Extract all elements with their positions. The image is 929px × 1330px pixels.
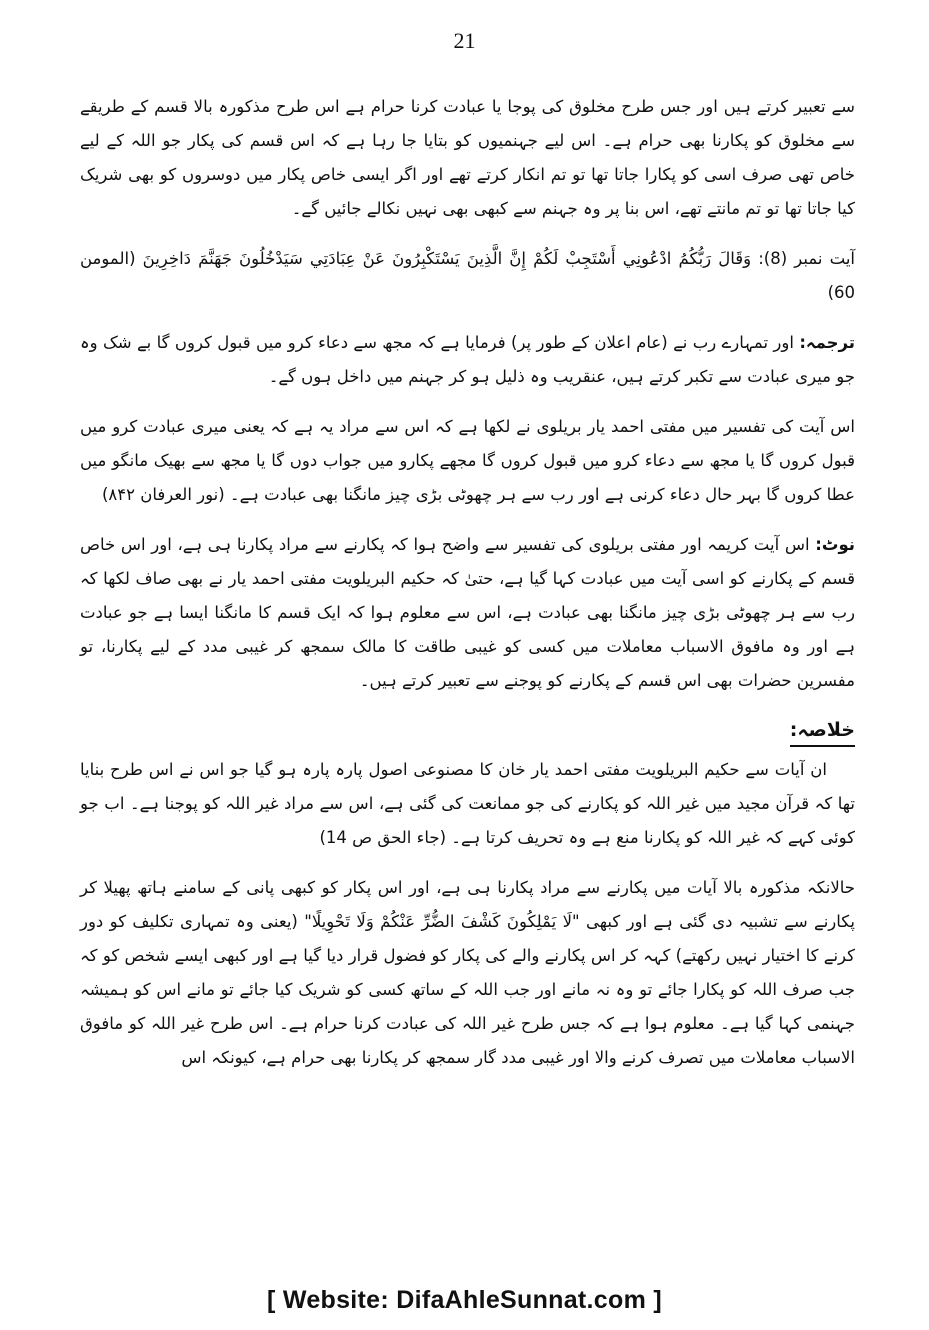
verse-text: وَقَالَ رَبُّكُمُ ادْعُونِي أَسْتَجِبْ لَكُمْ إِنَّ الَّذِينَ يَسْتَكْبِرُونَ عَنْ عِبَادَتِي سَيَدْخُلُونَ جَهَنَّمَ دَاخِرِينَ: [142, 249, 752, 268]
summary-paragraph-1: ان آیات سے حکیم البریلویت مفتی احمد یار خان کا مصنوعی اصول پارہ پارہ ہو گیا جو اس نے اس طرح بنایا تھا کہ قرآن مجید میں غیر اللہ کو پکارنے کی جو ممانعت کی گئی ہے، اس سے مراد غیر اللہ کو پوجنا ہے۔ اب جو کوئی کہے کہ غیر اللہ کو پکارنا منع ہے وہ تحریف کرتا ہے۔ (جاء الحق ص 14): [80, 760, 855, 847]
verse-reference: (المومن 60): [80, 249, 855, 302]
verse-block: [80, 242, 855, 310]
translation-block: [80, 326, 855, 394]
summary-paragraph-2: حالانکہ مذکورہ بالا آیات میں پکارنے سے مراد پکارنا ہی ہے، اور اس پکار کو کبھی پانی کے سامنے ہاتھ پھیلا کر پکارنے سے تشبیہ دی گئی ہے اور کبھی "لَا يَمْلِكُونَ كَشْفَ الضُّرِّ عَنْكُمْ وَلَا تَحْوِيلًا" (یعنی وہ تمہاری تکلیف کو دور کرنے کا اختیار نہیں رکھتے) کہہ کر اس پکارنے والے کی پکار کو فضول قرار دیا گیا ہے اور کبھی ایسے شخص کو کہ جب صرف اللہ کو پکارا جائے تو وہ نہ مانے اور جب اللہ کے ساتھ کسی کو شریک کیا جائے تو مانے اس کو ہمیشہ جہنمی کہا گیا ہے۔ معلوم ہوا ہے کہ جس طرح غیر اللہ کی عبادت کرنا حرام ہے۔ اس طرح غیر اللہ کو مافوق الاسباب معاملات میں تصرف کرنے والا اور غیبی مدد گار سمجھ کر پکارنا بھی حرام ہے، کیونکہ اس: [80, 878, 855, 1067]
note-text: اس آیت کریمہ اور مفتی بریلوی کی تفسیر سے واضح ہوا کہ پکارنے سے مراد پکارنا ہی ہے، اور اس خاص قسم کے پکارنے کو اسی آیت میں عبادت کہا گیا ہے، حتیٰ کہ حکیم البریلویت مفتی احمد یار نے بھی صاف لکھا کہ رب سے ہر چھوٹی بڑی چیز مانگنا بھی عبادت ہے، اس سے معلوم ہوا کہ ایک قسم کا مانگنا ایسا ہے جو عبادت ہے اور وہ مافوق الاسباب معاملات میں کسی کو غیبی طاقت کا مالک سمجھ کر غیبی مدد کے لیے پکارنا، تو مفسرین حضرات بھی اس قسم کے پکارنے کو پوجنے سے تعبیر کرتے ہیں۔: [80, 535, 855, 690]
verse-label: آیت نمبر (8):: [758, 249, 856, 268]
translation-label: ترجمہ:: [799, 333, 855, 352]
translation-text: اور تمہارے رب نے (عام اعلان کے طور پر) فرمایا ہے کہ مجھ سے دعاء کرو میں قبول کروں گا بے شک وہ جو میری عبادت سے تکبر کرتے ہیں، عنقریب وہ ذلیل ہو کر جہنم میں داخل ہوں گے۔: [80, 333, 855, 386]
page-body: [80, 90, 855, 1091]
tafseer-paragraph: اس آیت کی تفسیر میں مفتی احمد یار بریلوی نے لکھا ہے کہ اس سے مراد یہ ہے کہ یعنی میری عبادت کرو میں قبول کروں گا یا مجھ سے دعاء کرو میں قبول کروں گا مجھے پکارو میں جواب دوں گا یا مجھ سے بھیک مانگو میں عطا کروں گا بہر حال دعاء کرنی ہے اور رب سے ہر چھوٹی بڑی چیز مانگنا بھی عبادت ہے۔ (نور العرفان ۸۴۲): [80, 417, 855, 504]
page-number: 21: [453, 28, 476, 53]
note-label: نوٹ:: [815, 535, 855, 554]
summary-heading: خلاصہ:: [790, 715, 855, 747]
paragraph-intro: سے تعبیر کرتے ہیں اور جس طرح مخلوق کی پوجا یا عبادت کرنا حرام ہے اس طرح مذکورہ بالا قسم کے طریقے سے مخلوق کو پکارنا بھی حرام ہے۔ اس لیے جہنمیوں کو بتایا جا رہا ہے کہ اس قسم کی پکار جو اللہ کے لیے خاص تھی صرف اسی کو پکارا جاتا تھا تو تم انکار کرتے تھے اور اگر ایسی خاص پکار میں دوسروں کو بھی شریک کیا جاتا تھا تو تم مانتے تھے، اس بنا پر وہ جہنم سے کبھی بھی نہیں نکالے جائیں گے۔: [80, 97, 855, 218]
note-block: [80, 528, 855, 698]
website-footer: [ Website: DifaAhleSunnat.com ]: [267, 1286, 662, 1314]
